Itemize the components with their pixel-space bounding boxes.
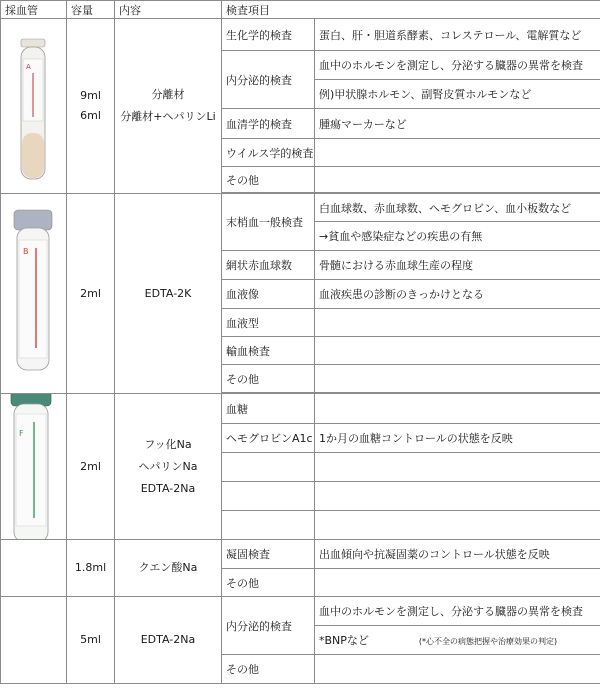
volume-cell xyxy=(67,540,115,597)
test-item: 輸血検査 xyxy=(222,337,315,365)
test-detail xyxy=(315,626,600,655)
test-detail xyxy=(315,337,600,365)
content-value: EDTA-2Na xyxy=(140,633,196,646)
header-row xyxy=(1,1,600,19)
header-volume: 容量 xyxy=(67,1,115,19)
test-detail: 骨髄における赤血球生産の程度 xyxy=(315,251,600,280)
test-detail: 腫瘍マーカーなど xyxy=(315,109,600,139)
header-test-items: 検査項目 xyxy=(222,1,600,19)
test-detail xyxy=(315,394,600,424)
table-row xyxy=(1,19,600,51)
test-item xyxy=(222,482,315,511)
header-tube: 採血管 xyxy=(1,1,67,19)
test-detail xyxy=(315,482,600,511)
content-value: クエン酸Na xyxy=(138,561,198,574)
test-detail: 例)甲状腺ホルモン、副腎皮質ホルモンなど xyxy=(315,80,600,109)
content-value: 分離材 xyxy=(151,88,185,101)
tube-cell-empty xyxy=(1,597,67,684)
volume-value: 9ml xyxy=(80,89,101,102)
content-cell xyxy=(115,540,222,597)
content-value: EDTA-2Na xyxy=(140,481,196,495)
test-detail: 1か月の血糖コントロールの状態を反映 xyxy=(315,424,600,453)
test-detail-text: *BNPなど xyxy=(319,634,369,647)
volume-value: 5ml xyxy=(80,633,101,646)
tube-cell-2 xyxy=(1,194,67,394)
tube-1-label: A xyxy=(26,63,31,71)
test-detail xyxy=(315,139,600,167)
header-content: 内容 xyxy=(115,1,222,19)
volume-value: 1.8ml xyxy=(74,561,107,574)
test-detail xyxy=(315,655,600,684)
test-item: 生化学的検査 xyxy=(222,19,315,51)
content-cell xyxy=(115,597,222,684)
table-row xyxy=(1,597,600,626)
test-detail: 血液疾患の診断のきっかけとなる xyxy=(315,280,600,309)
test-item: ウイルス学的検査 xyxy=(222,139,315,167)
test-detail xyxy=(315,365,600,393)
test-item: 内分泌的検査 xyxy=(222,597,315,655)
volume-cell xyxy=(67,194,115,394)
volume-cell xyxy=(67,597,115,684)
test-detail xyxy=(315,309,600,337)
content-cell xyxy=(115,19,222,194)
test-item: 内分泌的検査 xyxy=(222,51,315,109)
table-row xyxy=(1,540,600,569)
test-detail xyxy=(315,453,600,482)
volume-cell xyxy=(67,394,115,540)
tube-cell-1 xyxy=(1,19,67,194)
table-row xyxy=(1,394,600,424)
content-value: フッ化Na xyxy=(144,437,192,451)
test-detail: 蛋白、肝・胆道系酵素、コレステロール、電解質など xyxy=(315,19,600,51)
tube-cell-empty xyxy=(1,540,67,597)
test-detail xyxy=(315,511,600,540)
test-detail: 血中のホルモンを測定し、分泌する臓器の異常を検査 xyxy=(315,51,600,80)
content-value: EDTA-2K xyxy=(144,286,192,300)
test-item: 末梢血一般検査 xyxy=(222,194,315,251)
test-item: その他 xyxy=(222,167,315,193)
test-detail xyxy=(315,569,600,597)
tube-3-label: F xyxy=(19,429,24,438)
serum-tube-image xyxy=(1,37,67,187)
test-item: その他 xyxy=(222,569,315,597)
edta-tube-image xyxy=(1,208,67,374)
tube-cell-3 xyxy=(1,394,67,540)
table-row xyxy=(1,194,600,222)
content-cell xyxy=(115,194,222,394)
test-item: 血液型 xyxy=(222,309,315,337)
test-item: 血糖 xyxy=(222,394,315,424)
test-item: 血液像 xyxy=(222,280,315,309)
volume-cell xyxy=(67,19,115,194)
test-item: 凝固検査 xyxy=(222,540,315,569)
content-value: ヘパリンNa xyxy=(138,459,198,473)
glucose-tube-image xyxy=(1,394,67,540)
test-item: 血清学的検査 xyxy=(222,109,315,139)
test-detail: 血中のホルモンを測定し、分泌する臓器の異常を検査 xyxy=(315,597,600,626)
volume-value: 6ml xyxy=(80,109,101,122)
test-item xyxy=(222,511,315,540)
test-detail: 出血傾向や抗凝固薬のコントロール状態を反映 xyxy=(315,540,600,569)
test-item xyxy=(222,453,315,482)
test-item: その他 xyxy=(222,655,315,684)
volume-value: 2ml xyxy=(80,459,101,473)
content-cell xyxy=(115,394,222,540)
content-value: 分離材+ヘパリンLi xyxy=(120,110,216,123)
test-detail: →貧血や感染症などの疾患の有無 xyxy=(315,222,600,251)
test-item: ヘモグロビンA1c xyxy=(222,424,315,453)
volume-value: 2ml xyxy=(80,286,101,300)
test-item: 網状赤血球数 xyxy=(222,251,315,280)
test-detail xyxy=(315,167,600,193)
test-detail: 白血球数、赤血球数、ヘモグロビン、血小板数など xyxy=(315,194,600,222)
tube-2-label: B xyxy=(23,247,29,256)
test-item: その他 xyxy=(222,365,315,393)
test-detail-note: (*心不全の病態把握や治療効果の判定) xyxy=(418,637,558,646)
